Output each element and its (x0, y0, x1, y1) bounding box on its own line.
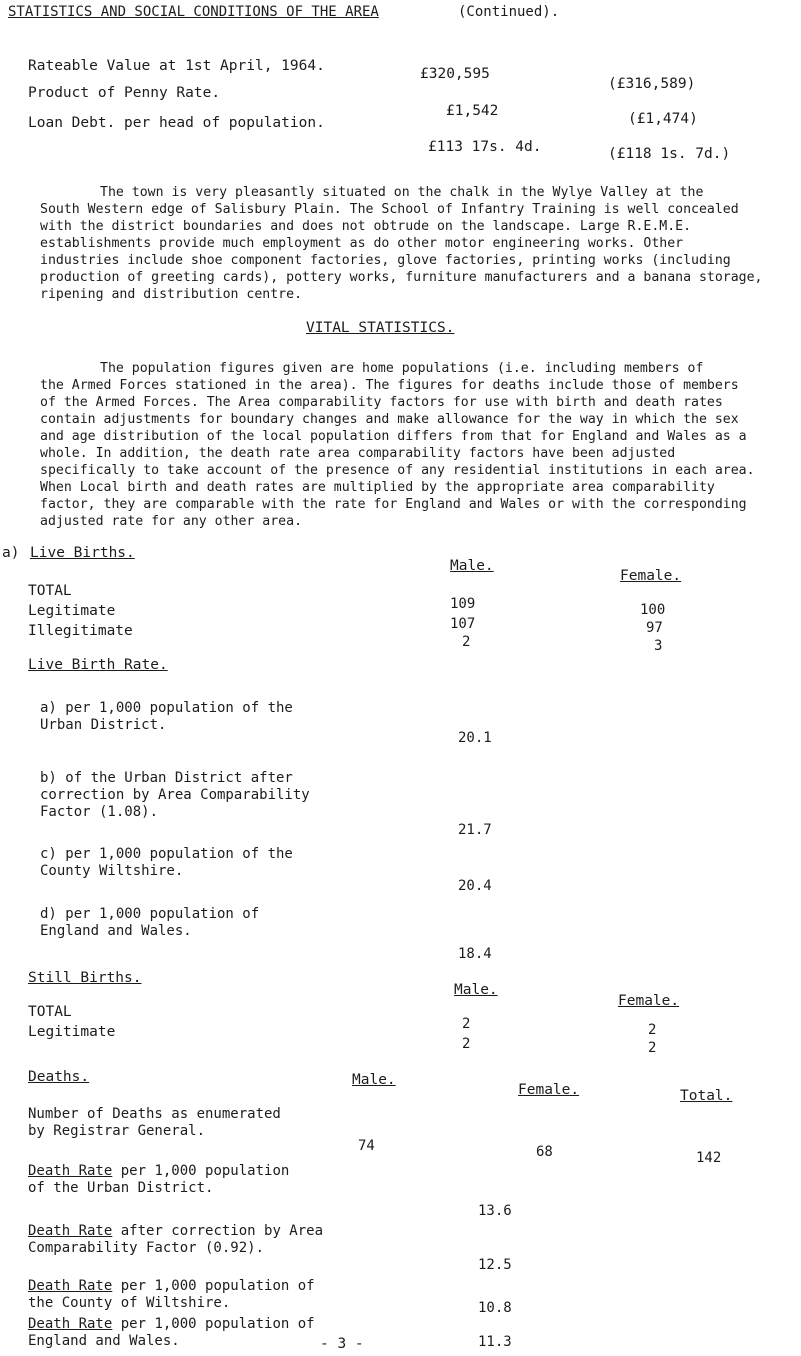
death-rate-england-value: 11.3 (478, 1334, 512, 1350)
death-rate-urban-label-rest: per 1,000 population of the Urban District. (28, 1163, 290, 1196)
live-birth-rate-a-value: 20.1 (458, 730, 492, 746)
description-line: South Western edge of Salisbury Plain. The School of Infantry Training is well concealed (40, 202, 739, 217)
intro-line: The population figures given are home populations (i.e. including members of (100, 361, 704, 376)
still-births-total-female: 2 (648, 1022, 657, 1038)
live-birth-rate-a-label: a) per 1,000 population of the Urban District. (40, 700, 293, 733)
stat-penny-label: Product of Penny Rate. (28, 85, 221, 101)
vital-statistics-heading: VITAL STATISTICS. (306, 320, 455, 336)
description-line: establishments provide much employment as do other motor engineering works. Other (40, 236, 684, 251)
live-births-illegitimate-female: 3 (654, 638, 663, 654)
live-birth-rate-b-label: b) of the Urban District after correction by Area Comparability Factor (1.08). (40, 770, 310, 820)
continued-label: (Continued). (458, 4, 560, 20)
death-rate-england-label-u: Death Rate (28, 1316, 113, 1332)
intro-line: of the Armed Forces. The Area comparability factors for use with birth and death rates (40, 395, 723, 410)
intro-line: and age distribution of the local population differs from that for England and Wales as a (40, 429, 747, 444)
deaths-male-header: Male. (352, 1072, 396, 1088)
live-births-legitimate-female: 97 (646, 620, 663, 636)
live-births-female-header: Female. (620, 568, 682, 584)
deaths-total-value: 142 (696, 1150, 722, 1166)
still-births-legitimate-female: 2 (648, 1040, 657, 1056)
death-rate-urban-label (28, 1163, 298, 1197)
death-rate-county-label-rest: per 1,000 population of the County of Wiltshire. (28, 1278, 315, 1311)
death-rate-county-label (28, 1278, 318, 1312)
stat-penny-value: £1,542 (446, 103, 499, 119)
deaths-total-header: Total. (680, 1088, 733, 1104)
intro-line: adjusted rate for any other area. (40, 514, 303, 529)
stat-loan-label: Loan Debt. per head of population. (28, 115, 325, 131)
live-births-total-female: 100 (640, 602, 666, 618)
deaths-heading: Deaths. (28, 1069, 90, 1085)
live-birth-rate-d-value: 18.4 (458, 946, 492, 962)
stat-rateable-previous: (£316,589) (608, 76, 696, 92)
live-birth-rate-c-label: c) per 1,000 population of the County Wiltshire. (40, 846, 293, 879)
description-line: production of greeting cards), pottery works, furniture manufacturers and a banana storage, (40, 270, 763, 285)
live-births-illegitimate-label: Illegitimate (28, 623, 133, 639)
intro-line: whole. In addition, the death rate area comparability factors have been adjusted (40, 446, 676, 461)
death-rate-corrected-value: 12.5 (478, 1257, 512, 1273)
still-births-heading: Still Births. (28, 970, 142, 986)
stat-rateable-value: £320,595 (420, 66, 490, 82)
live-births-total-label: TOTAL (28, 583, 72, 599)
death-rate-england-label (28, 1316, 318, 1350)
live-births-legitimate-male: 107 (450, 616, 476, 632)
description-line: ripening and distribution centre. (40, 287, 303, 302)
still-births-female-header: Female. (618, 993, 680, 1009)
vital-intro (40, 360, 792, 530)
page-heading: STATISTICS AND SOCIAL CONDITIONS OF THE AREA (8, 4, 379, 20)
stat-loan-value: £113 17s. 4d. (428, 139, 542, 155)
intro-line: factor, they are comparable with the rate for England and Wales or with the corresponding (40, 497, 747, 512)
live-birth-rate-c-value: 20.4 (458, 878, 492, 894)
live-births-letter: a) (2, 545, 20, 561)
live-births-heading: Live Births. (30, 545, 135, 561)
deaths-female-value: 68 (536, 1144, 553, 1160)
still-births-total-male: 2 (462, 1016, 471, 1032)
death-rate-corrected-label (28, 1223, 358, 1257)
death-rate-urban-label-u: Death Rate (28, 1163, 113, 1179)
stat-loan-previous: (£118 1s. 7d.) (608, 146, 731, 162)
death-rate-county-value: 10.8 (478, 1300, 512, 1316)
still-births-legitimate-label: Legitimate (28, 1024, 116, 1040)
death-rate-corrected-label-rest: after correction by Area Comparability Factor (0.92). (28, 1223, 324, 1256)
page-number: - 3 - (320, 1336, 364, 1352)
deaths-enumerated-label: Number of Deaths as enumerated by Registrar General. (28, 1106, 281, 1139)
live-birth-rate-heading: Live Birth Rate. (28, 657, 168, 673)
still-births-male-header: Male. (454, 982, 498, 998)
town-description (40, 184, 792, 303)
still-births-legitimate-male: 2 (462, 1036, 471, 1052)
intro-line: When Local birth and death rates are multiplied by the appropriate area comparability (40, 480, 715, 495)
description-line: The town is very pleasantly situated on the chalk in the Wylye Valley at the (100, 185, 704, 200)
stat-rateable-label: Rateable Value at 1st April, 1964. (28, 58, 325, 74)
live-births-total-male: 109 (450, 596, 476, 612)
live-birth-rate-d-label: d) per 1,000 population of England and Wales. (40, 906, 260, 939)
live-births-legitimate-label: Legitimate (28, 603, 116, 619)
still-births-total-label: TOTAL (28, 1004, 72, 1020)
stat-penny-previous: (£1,474) (628, 111, 698, 127)
live-births-illegitimate-male: 2 (462, 634, 471, 650)
death-rate-county-label-u: Death Rate (28, 1278, 113, 1294)
deaths-female-header: Female. (518, 1082, 580, 1098)
deaths-male-value: 74 (358, 1138, 375, 1154)
live-birth-rate-b-value: 21.7 (458, 822, 492, 838)
description-line: with the district boundaries and does not obtrude on the landscape. Large R.E.M.E. (40, 219, 692, 234)
intro-line: the Armed Forces stationed in the area). The figures for deaths include those of members (40, 378, 739, 393)
description-line: industries include shoe component factories, glove factories, printing works (including (40, 253, 731, 268)
death-rate-urban-value: 13.6 (478, 1203, 512, 1219)
death-rate-corrected-label-u: Death Rate (28, 1223, 113, 1239)
live-births-male-header: Male. (450, 558, 494, 574)
intro-line: specifically to take account of the presence of any residential institutions in each area. (40, 463, 755, 478)
intro-line: contain adjustments for boundary changes and make allowance for the way in which the sex (40, 412, 739, 427)
death-rate-england-label-rest: per 1,000 population of England and Wales. (28, 1316, 315, 1349)
